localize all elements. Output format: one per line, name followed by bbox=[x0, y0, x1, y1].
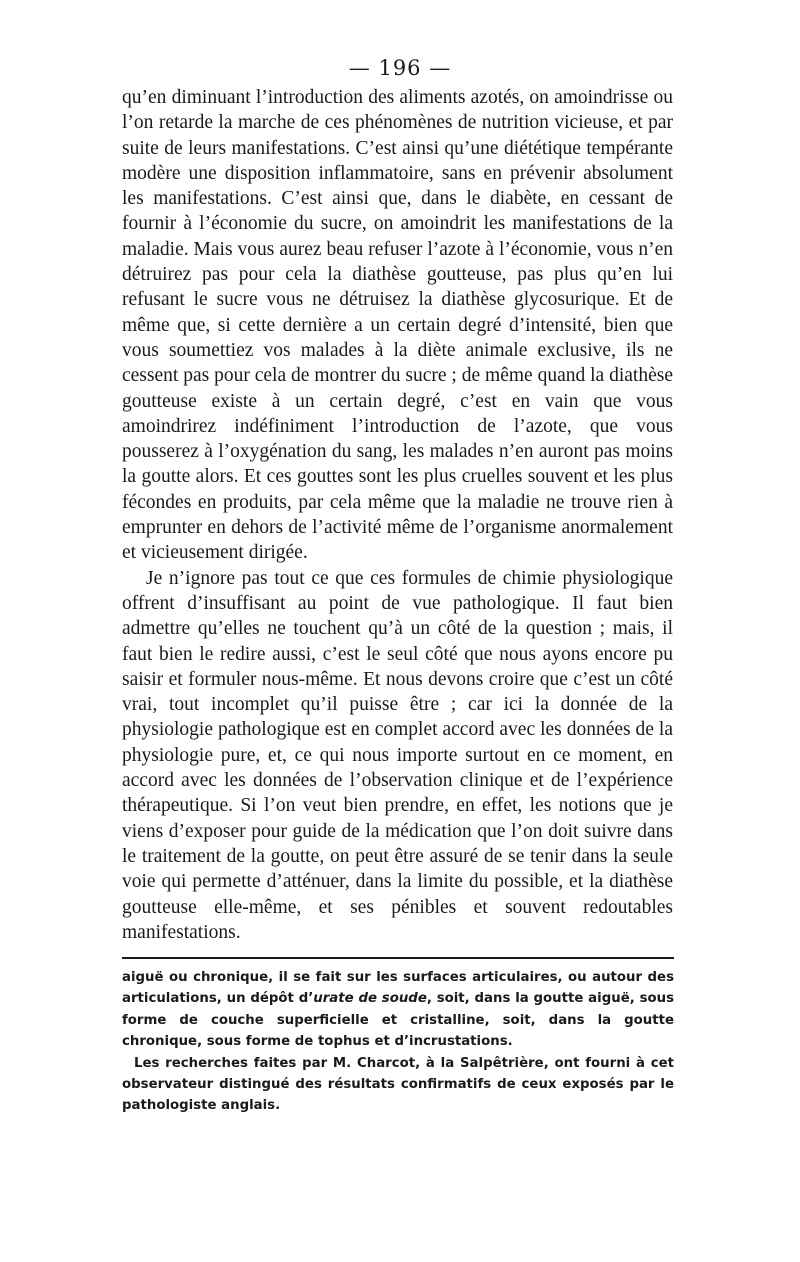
footnote-1-italic-term: urate de soude bbox=[313, 991, 427, 1007]
footnote-1-text-start: aiguë ou chronique, il se fait sur les surfaces articulaires, ou autour des articulations, un dépôt d’ bbox=[122, 970, 674, 1007]
footnotes bbox=[122, 967, 674, 1117]
page-number: — 196 — bbox=[348, 56, 452, 80]
footnote-1-text-end: , soit, dans la goutte aiguë, sous forme de couche superficielle et cristalline, soit, dans la goutte chronique, sous forme de tophus et d’incrustations. bbox=[122, 991, 675, 1050]
footnote-divider bbox=[122, 957, 674, 959]
footnote-2: Les recherches faites par M. Charcot, à la Salpêtrière, ont fourni à cet observateur distingué des résultats confirmatifs de ceux exposés par le pathologiste anglais. bbox=[122, 1055, 674, 1114]
main-text bbox=[122, 85, 673, 945]
paragraph-2: Je n’ignore pas tout ce que ces formules de chimie physiologique offrent d’insuffisant au point de vue pathologique. Il faut bien admettre qu’elles ne touchent qu’à un côté de la question ; mais, il faut bien le redire aussi, c’est le seul côté que nous ayons encore pu saisir et formuler nous-même. Et nous devons croire que c’est un côté vrai, tout incomplet qu’il puisse être ; car ici la donnée de la physiologie pathologique est en complet accord avec les données de la physiologie pure, et, ce qui nous importe surtout en ce moment, en accord avec les données de l’observation clinique et de l’expérience thérapeutique. Si l’on veut bien prendre, en effet, les notions que je viens d’exposer pour guide de la médication que l’on doit suivre dans le traitement de la goutte, on peut être assuré de se tenir dans la seule voie qui permette d’atténuer, dans la limite du possible, et la diathèse goutteuse elle-même, et ses pénibles et souvent redoutables manifestations. bbox=[122, 567, 673, 943]
footnote-1 bbox=[122, 967, 674, 1053]
paragraph-1: qu’en diminuant l’introduction des aliments azotés, on amoindrisse ou l’on retarde la marche de ces phénomènes de nutrition vicieuse, et par suite de leurs manifestations. C’est ainsi qu’une diététique tempérante modère une disposition inflammatoire, sans en prévenir absolument les manifestations. C’est ainsi que, dans le diabète, en cessant de fournir à l’économie du sucre, on amoindrit les manifestations de la maladie. Mais vous aurez beau refuser l’azote à l’économie, vous n’en détruirez pas pour cela la diathèse goutteuse, pas plus qu’en lui refusant le sucre vous ne détruisez la diathèse glycosurique. Et de même que, si cette dernière a un certain degré d’intensité, bien que vous soumettiez vos malades à la diète animale exclusive, ils ne cessent pas pour cela de montrer du sucre ; de même quand la diathèse goutteuse existe à un certain degré, c’est en vain que vous amoindrirez indéfiniment l’introduction de l’azote, que vous pousserez à l’oxygénation du sang, les malades n’en auront pas moins la goutte alors. Et ces gouttes sont les plus cruelles souvent et les plus fécondes en produits, par cela même que la maladie ne trouve rien à emprunter en dehors de l’activité même de l’organisme anormalement et vicieusement dirigée. bbox=[122, 87, 673, 564]
